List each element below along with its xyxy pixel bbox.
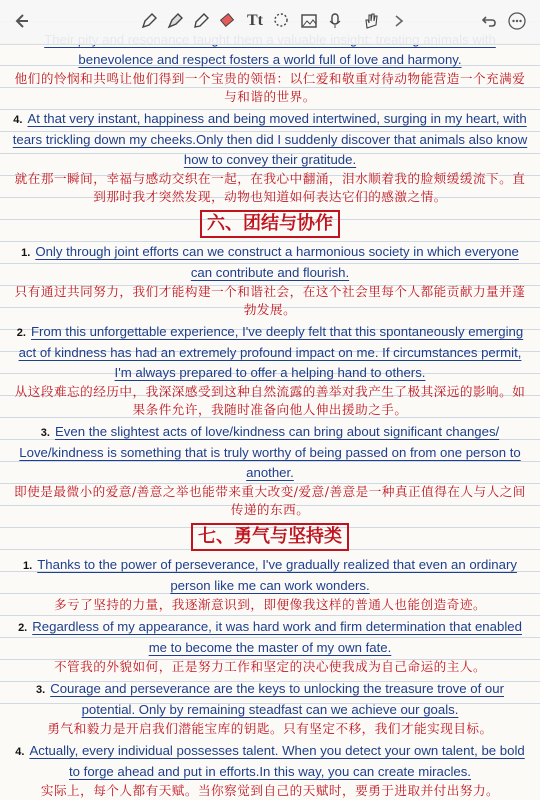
item-number: 2.	[18, 622, 28, 634]
more-icon[interactable]	[506, 10, 528, 32]
chevron-right-icon[interactable]	[388, 10, 410, 32]
english-text: Actually, every individual possesses talent. When you detect your own talent, be bold to forge ahead and put in efforts.In this way, you can create miracles.	[29, 743, 525, 779]
item-number: 4.	[15, 746, 25, 758]
note-content	[0, 30, 540, 798]
hand-icon[interactable]	[360, 10, 382, 32]
section-heading-courage: 七、勇气与坚持类	[191, 523, 349, 551]
chinese-translation: 只有通过共同努力，我们才能构建一个和谐社会，在这个社会里每个人都能贡献力量并蓬勃发展。	[14, 284, 526, 317]
english-text: Even the slightest acts of love/kindness can bring about significant changes/ Love/kindness is something that is truly worthy of being passed on from one person to another.	[19, 424, 521, 480]
english-text: Regardless of my appearance, it was hard work and firm determination that enabled me to become the master of my own fate.	[32, 619, 522, 655]
back-arrow-icon[interactable]	[10, 10, 32, 32]
english-sentence	[0, 679, 540, 720]
chinese-translation: 实际上，每个人都有天赋。当你察觉到自己的天赋时，要勇于进取并付出努力。	[40, 783, 500, 798]
chinese-translation: 从这段难忘的经历中，我深深感受到这种自然流露的善举对我产生了极其深远的影响。如果条件允许，我随时准备向他人伸出援助之手。	[14, 384, 526, 417]
item-number: 1.	[21, 247, 31, 259]
pencil-icon[interactable]	[190, 10, 212, 32]
section-heading-unity: 六、团结与协作	[200, 210, 340, 238]
list-item	[0, 322, 540, 419]
item-number: 3.	[36, 684, 46, 696]
english-sentence	[0, 617, 540, 658]
chinese-translation: 勇气和毅力是开启我们潜能宝库的钥匙。只有坚定不移，我们才能实现目标。	[47, 721, 493, 736]
text-tool-icon[interactable]: Tt	[247, 12, 263, 29]
english-text: Courage and perseverance are the keys to unlocking the treasure trove of our potential. Only by remaining steadfast can we achieve our goals.	[50, 681, 504, 717]
chinese-translation: 即使是最微小的爱意/善意之举也能带来重大改变/爱意/善意是一种真正值得在人与人之间传递的东西。	[14, 484, 526, 517]
item-number: 4.	[13, 114, 23, 126]
eraser-icon[interactable]	[216, 10, 238, 32]
section-courage-items	[0, 555, 540, 800]
image-icon[interactable]	[298, 10, 320, 32]
english-sentence	[0, 322, 540, 383]
english-text: Thanks to the power of perseverance, I've gradually realized that even an ordinary person like me can work wonders.	[37, 557, 517, 593]
chinese-translation: 就在那一瞬间，幸福与感动交织在一起，在我心中翻涌，泪水顺着我的脸颊缓缓流下。直到那时我才突然发现，动物也知道如何表达它们的感激之情。	[14, 171, 526, 204]
english-sentence	[0, 422, 540, 483]
microphone-icon[interactable]	[324, 10, 346, 32]
english-sentence	[0, 555, 540, 596]
section-unity-items	[0, 242, 540, 519]
english-text: Only through joint efforts can we construct a harmonious society in which everyone can contribute and flourish.	[35, 244, 519, 280]
highlighter-icon[interactable]	[164, 10, 186, 32]
chinese-translation: 多亏了坚持的力量，我逐渐意识到，即便像我这样的普通人也能创造奇迹。	[53, 597, 487, 612]
list-item	[0, 679, 540, 738]
item-4	[0, 109, 540, 206]
item-number: 3.	[40, 427, 50, 439]
lasso-icon[interactable]	[270, 10, 292, 32]
list-item	[0, 617, 540, 676]
list-item	[0, 242, 540, 319]
english-sentence	[0, 741, 540, 782]
toolbar	[0, 0, 540, 45]
english-sentence	[0, 109, 540, 170]
item-number: 2.	[16, 327, 26, 339]
item-number: 1.	[23, 560, 33, 572]
chinese-translation: 他们的怜悯和共鸣让他们得到一个宝贵的领悟：以仁爱和敬重对待动物能营造一个充满爱与和谐的世界。	[14, 71, 526, 104]
english-sentence	[0, 242, 540, 283]
english-sentence: benevolence and respect fosters a world full of love and harmony.	[78, 52, 462, 67]
english-text: At that very instant, happiness and being moved intertwined, surging in my heart, with tears trickling down my cheeks.Only then did I suddenly discover that animals also know how to convey their gratitude.	[12, 111, 528, 167]
undo-icon[interactable]	[478, 10, 500, 32]
english-text: From this unforgettable experience, I've deeply felt that this spontaneously emerging act of kindness has had an extremely profound impact on me. If circumstances permit, I'm always prepared to offer a helping hand to others.	[18, 324, 524, 380]
chinese-translation: 不管我的外貌如何，正是努力工作和坚定的决心使我成为自己命运的主人。	[53, 659, 487, 674]
pen-icon[interactable]	[138, 10, 160, 32]
list-item	[0, 555, 540, 614]
list-item	[0, 422, 540, 519]
list-item	[0, 741, 540, 800]
